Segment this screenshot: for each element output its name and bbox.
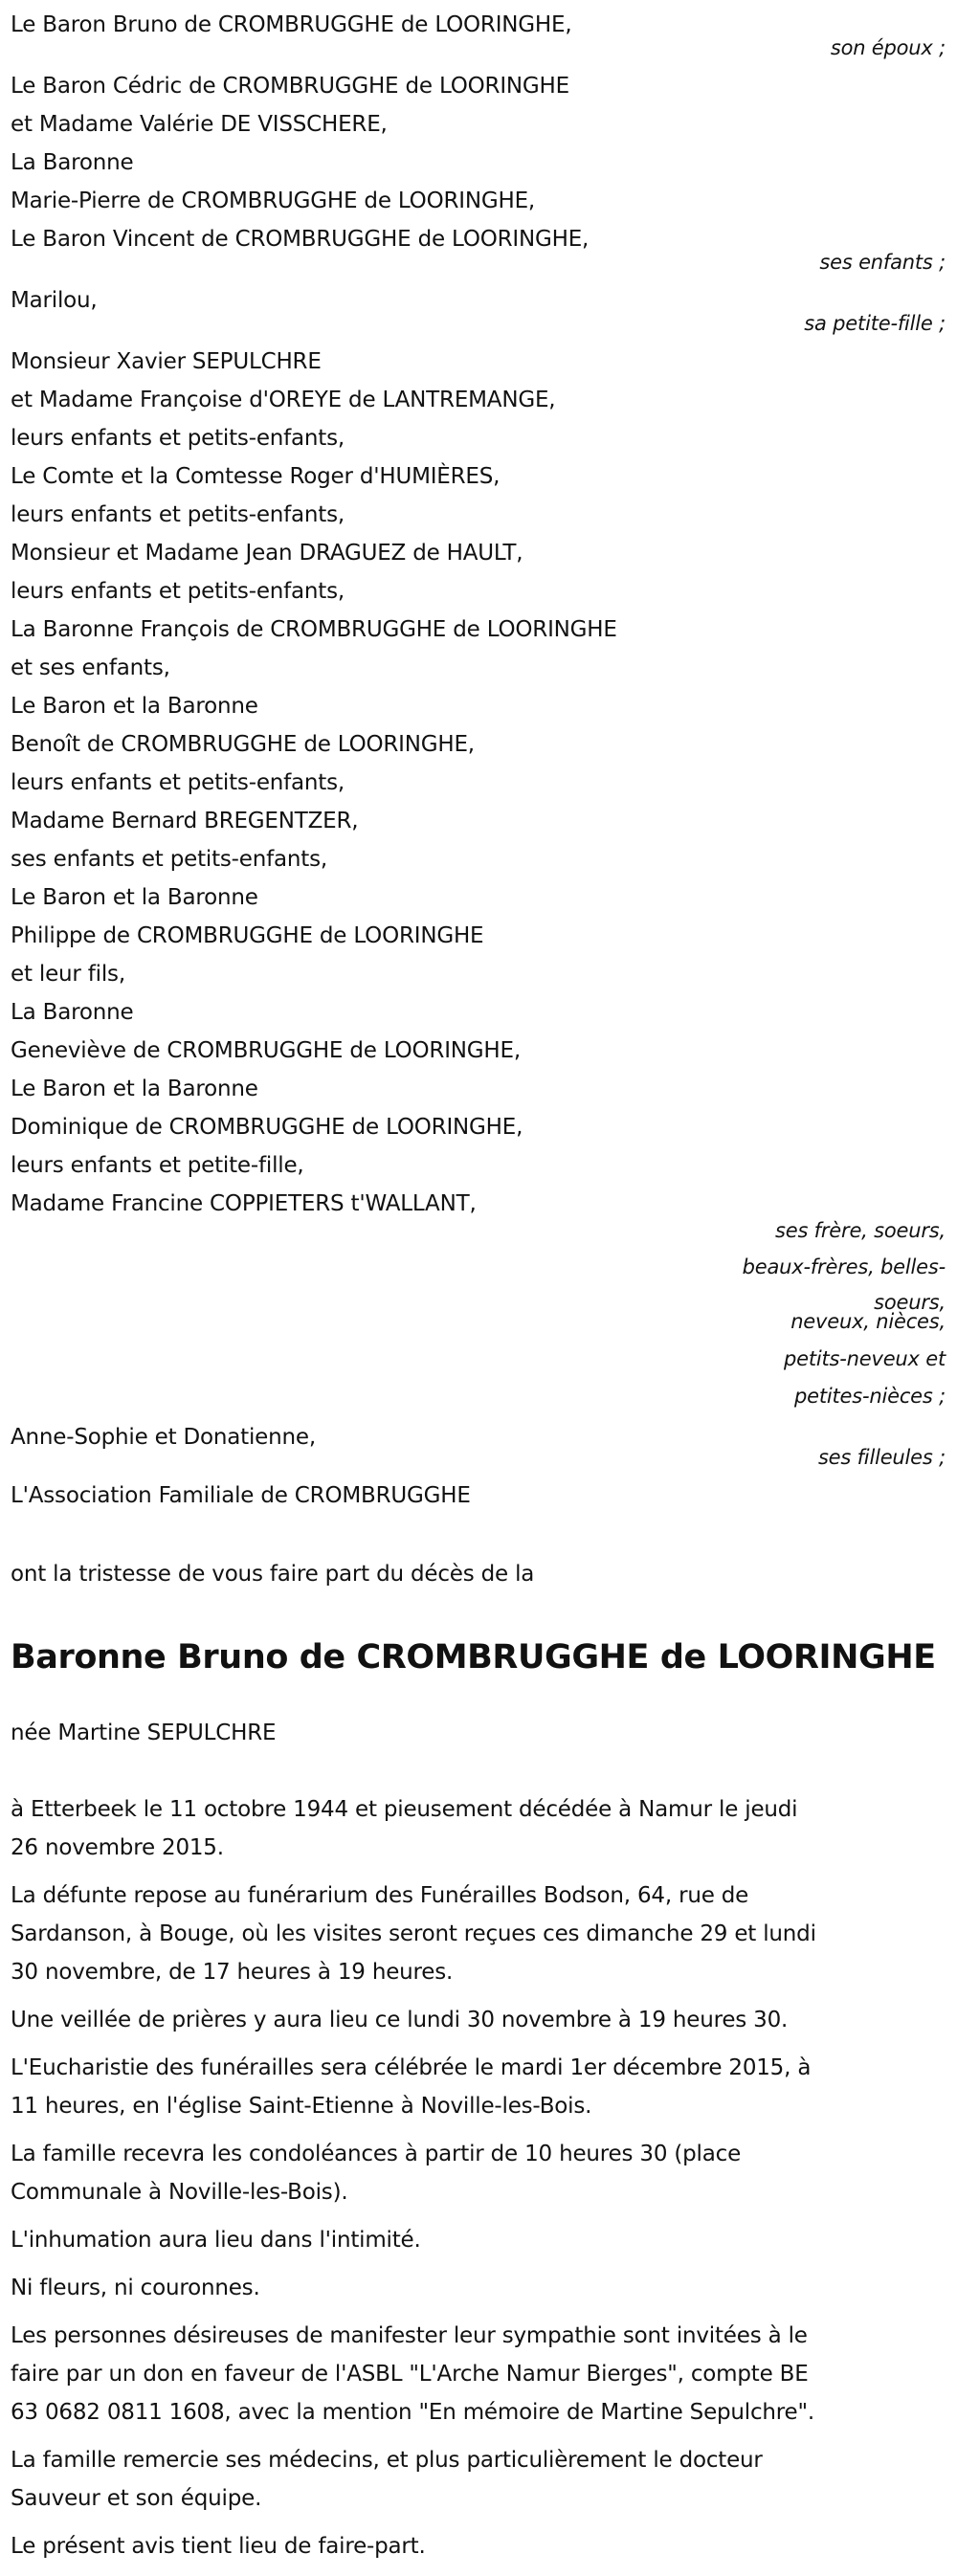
family-name-line: et leur fils, bbox=[11, 962, 125, 987]
family-group-children bbox=[11, 67, 946, 274]
family-list bbox=[0, 6, 957, 2565]
paragraph-funerarium bbox=[11, 1876, 946, 1991]
family-name-line: Benoît de CROMBRUGGHE de LOORINGHE, bbox=[11, 732, 475, 757]
funeral-details bbox=[11, 1790, 946, 2565]
paragraph-line: La défunte repose au funérarium des Funérailles Bodson, 64, rue de bbox=[11, 1883, 749, 1908]
family-group-association bbox=[11, 1477, 946, 1515]
paragraph-line: faire par un don en faveur de l'ASBL "L'Arche Namur Bierges", compte BE bbox=[11, 2362, 809, 2387]
family-name-line: Monsieur et Madame Jean DRAGUEZ de HAULT, bbox=[11, 541, 523, 566]
family-name-line: leurs enfants et petits-enfants, bbox=[11, 770, 345, 795]
family-group-goddaughters bbox=[11, 1418, 946, 1469]
family-name-line: Le Baron et la Baronne bbox=[11, 1077, 258, 1101]
relation-label: sa petite-fille ; bbox=[804, 312, 946, 335]
family-name-line: Le Baron Bruno de CROMBRUGGHE de LOORINGHE, bbox=[11, 12, 572, 37]
relation-label-line: petites-nièces ; bbox=[793, 1385, 946, 1408]
paragraph-line: L'inhumation aura lieu dans l'intimité. bbox=[11, 2228, 421, 2253]
family-name-line: Marie-Pierre de CROMBRUGGHE de LOORINGHE, bbox=[11, 189, 536, 213]
family-name-line: Le Baron et la Baronne bbox=[11, 885, 258, 910]
relation-label: ses enfants ; bbox=[819, 251, 946, 274]
paragraph-condolences bbox=[11, 2135, 946, 2211]
paragraph-line: Le présent avis tient lieu de faire-part. bbox=[11, 2534, 426, 2559]
announcement-text: ont la tristesse de vous faire part du décès de la bbox=[11, 1562, 535, 1587]
relation-label-line: ses frère, soeurs, bbox=[775, 1219, 946, 1242]
deceased-name-heading: Baronne Bruno de CROMBRUGGHE de LOORINGHE bbox=[11, 1638, 936, 1677]
paragraph-notice bbox=[11, 2527, 946, 2565]
family-name-line: Philippe de CROMBRUGGHE de LOORINGHE bbox=[11, 923, 484, 948]
family-name-line: Dominique de CROMBRUGGHE de LOORINGHE, bbox=[11, 1115, 523, 1140]
paragraph-line: Sardanson, à Bouge, où les visites seront reçues ces dimanche 29 et lundi bbox=[11, 1921, 816, 1946]
paragraph-line: Une veillée de prières y aura lieu ce lundi 30 novembre à 19 heures 30. bbox=[11, 2008, 789, 2032]
paragraph-line: Ni fleurs, ni couronnes. bbox=[11, 2276, 260, 2300]
paragraph-birth-death bbox=[11, 1790, 946, 1867]
family-name-line: Le Comte et la Comtesse Roger d'HUMIÈRES, bbox=[11, 464, 501, 489]
paragraph-line: La famille remercie ses médecins, et plus particulièrement le docteur bbox=[11, 2448, 763, 2473]
paragraph-line: 63 0682 0811 1608, avec la mention "En mémoire de Martine Sepulchre". bbox=[11, 2400, 814, 2425]
family-name-line: ses enfants et petits-enfants, bbox=[11, 847, 327, 872]
family-name-line: La Baronne François de CROMBRUGGHE de LOORINGHE bbox=[11, 617, 617, 642]
family-name-line: Monsieur Xavier SEPULCHRE bbox=[11, 349, 322, 374]
family-name-line: L'Association Familiale de CROMBRUGGHE bbox=[11, 1483, 471, 1508]
relation-label-line: beaux-frères, belles- bbox=[742, 1255, 946, 1278]
family-name-line: et ses enfants, bbox=[11, 655, 170, 680]
paragraph-line: Les personnes désireuses de manifester leur sympathie sont invitées à le bbox=[11, 2323, 808, 2348]
family-name-line: La Baronne bbox=[11, 1000, 134, 1025]
paragraph-eucharist bbox=[11, 2049, 946, 2125]
family-name-line: leurs enfants et petits-enfants, bbox=[11, 426, 345, 451]
family-name-line: Le Baron et la Baronne bbox=[11, 694, 258, 719]
paragraph-line: L'Eucharistie des funérailles sera célébrée le mardi 1er décembre 2015, à bbox=[11, 2055, 812, 2080]
paragraph-line: La famille recevra les condoléances à partir de 10 heures 30 (place bbox=[11, 2142, 742, 2166]
relation-label: ses filleules ; bbox=[817, 1446, 946, 1469]
paragraph-line: 30 novembre, de 17 heures à 19 heures. bbox=[11, 1960, 454, 1985]
paragraph-vigil bbox=[11, 2001, 946, 2039]
paragraph-burial bbox=[11, 2221, 946, 2259]
family-group-granddaughter bbox=[11, 281, 946, 335]
relation-label: son époux ; bbox=[830, 36, 946, 59]
family-name-line: Madame Bernard BREGENTZER, bbox=[11, 809, 359, 833]
family-name-line: Geneviève de CROMBRUGGHE de LOORINGHE, bbox=[11, 1038, 521, 1063]
paragraph-line: Communale à Noville-les-Bois). bbox=[11, 2180, 348, 2205]
paragraph-line: Sauveur et son équipe. bbox=[11, 2486, 262, 2511]
paragraph-line: 26 novembre 2015. bbox=[11, 1835, 224, 1860]
relation-label-line: soeurs, bbox=[874, 1291, 946, 1314]
paragraph-donation bbox=[11, 2317, 946, 2432]
paragraph-line: 11 heures, en l'église Saint-Etienne à Noville-les-Bois. bbox=[11, 2094, 592, 2119]
family-group-spouse bbox=[11, 6, 946, 59]
relation-label-line: neveux, nièces, bbox=[790, 1310, 946, 1333]
family-name-line: et Madame Valérie DE VISSCHERE, bbox=[11, 112, 388, 137]
paragraph-no-flowers bbox=[11, 2269, 946, 2307]
relation-label-line: petits-neveux et bbox=[783, 1347, 946, 1370]
family-group-siblings bbox=[11, 343, 946, 1415]
family-name-line: et Madame Françoise d'OREYE de LANTREMANGE, bbox=[11, 388, 556, 412]
family-name-line: Le Baron Cédric de CROMBRUGGHE de LOORINGHE bbox=[11, 74, 569, 99]
family-name-line: Marilou, bbox=[11, 288, 98, 313]
family-name-line: Anne-Sophie et Donatienne, bbox=[11, 1425, 316, 1450]
family-name-line: leurs enfants et petits-enfants, bbox=[11, 579, 345, 604]
family-name-line: Le Baron Vincent de CROMBRUGGHE de LOORINGHE, bbox=[11, 227, 590, 252]
family-name-line: leurs enfants et petits-enfants, bbox=[11, 502, 345, 527]
paragraph-line: à Etterbeek le 11 octobre 1944 et pieusement décédée à Namur le jeudi bbox=[11, 1797, 798, 1822]
family-name-line: leurs enfants et petite-fille, bbox=[11, 1153, 304, 1178]
family-name-line: La Baronne bbox=[11, 150, 134, 175]
paragraph-thanks bbox=[11, 2441, 946, 2518]
family-name-line: Madame Francine COPPIETERS t'WALLANT, bbox=[11, 1191, 477, 1216]
maiden-name: née Martine SEPULCHRE bbox=[11, 1721, 277, 1745]
relation-label-nephews bbox=[11, 1303, 946, 1415]
